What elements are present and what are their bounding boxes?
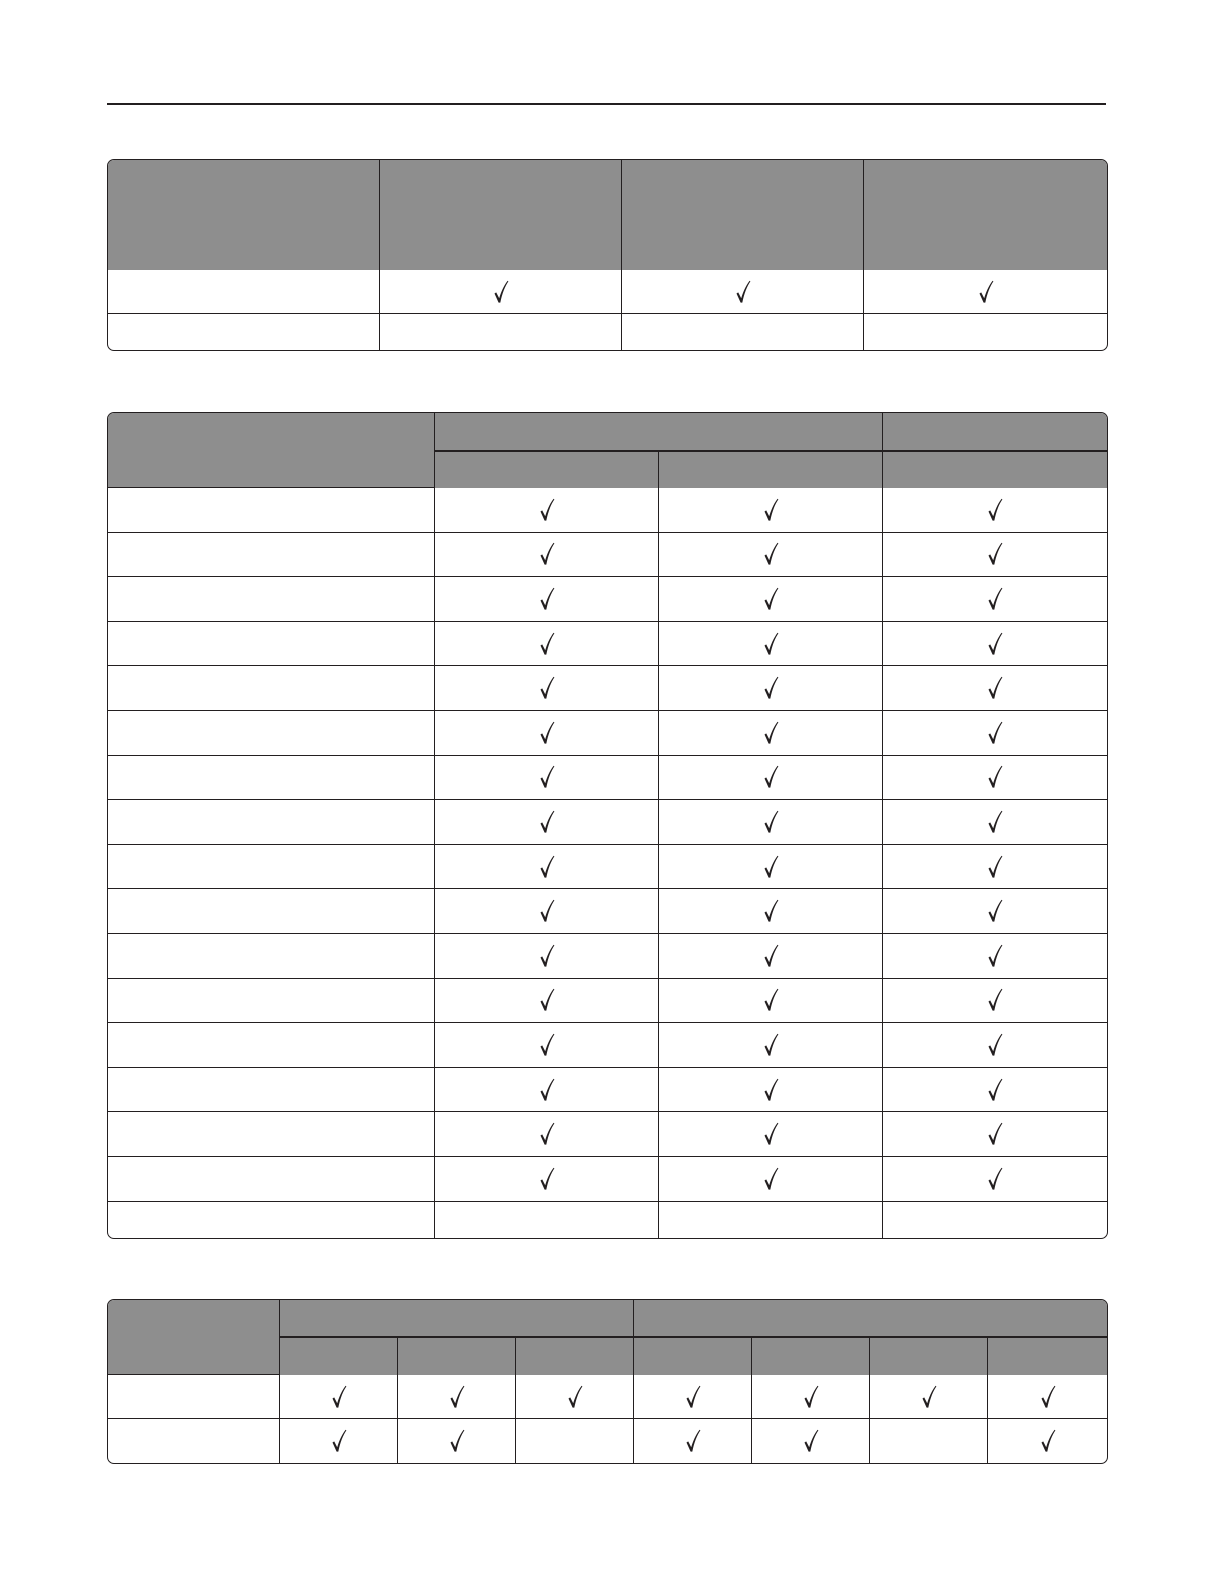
table-row xyxy=(108,1112,1107,1157)
row-label xyxy=(108,934,435,979)
check-mark-icon xyxy=(567,1385,583,1409)
table-cell xyxy=(435,756,659,801)
table-cell xyxy=(659,979,883,1024)
check-mark-icon xyxy=(539,1122,555,1146)
table-cell xyxy=(435,1157,659,1202)
check-mark-icon xyxy=(539,855,555,879)
check-mark-icon xyxy=(763,1167,779,1191)
table-cell xyxy=(435,1112,659,1157)
check-mark-icon xyxy=(921,1385,937,1409)
subheader-cell xyxy=(752,1337,870,1375)
check-mark-icon xyxy=(763,498,779,522)
subheader-cell xyxy=(883,451,1107,488)
table-cell xyxy=(659,1112,883,1157)
check-mark-icon xyxy=(449,1429,465,1453)
table-cell xyxy=(516,1375,634,1419)
table-cell xyxy=(883,934,1107,979)
table-cell xyxy=(883,1202,1107,1238)
check-mark-icon xyxy=(539,676,555,700)
row-label xyxy=(108,845,435,890)
table-cell xyxy=(883,1157,1107,1202)
table-cell xyxy=(883,845,1107,890)
check-mark-icon xyxy=(539,721,555,745)
table-cell xyxy=(435,577,659,622)
table-cell xyxy=(659,622,883,667)
table-cell xyxy=(883,889,1107,934)
check-mark-icon xyxy=(987,1167,1003,1191)
check-mark-icon xyxy=(1040,1429,1056,1453)
check-mark-icon xyxy=(449,1385,465,1409)
check-mark-icon xyxy=(1040,1385,1056,1409)
table-cell xyxy=(516,1419,634,1463)
table-cell xyxy=(988,1419,1107,1463)
table-cell xyxy=(883,1023,1107,1068)
table-cell xyxy=(435,1068,659,1113)
check-mark-icon xyxy=(987,855,1003,879)
check-mark-icon xyxy=(763,721,779,745)
table-cell xyxy=(883,1068,1107,1113)
table-row xyxy=(108,577,1107,622)
table-row xyxy=(108,488,1107,533)
table-cell xyxy=(883,622,1107,667)
support-table-2 xyxy=(107,412,1108,1239)
table-row xyxy=(108,622,1107,667)
table-cell xyxy=(435,845,659,890)
row-label xyxy=(108,1023,435,1068)
table-cell xyxy=(659,1023,883,1068)
table-cell xyxy=(435,800,659,845)
table-cell xyxy=(634,1375,752,1419)
check-mark-icon xyxy=(763,855,779,879)
table-cell xyxy=(883,711,1107,756)
check-mark-icon xyxy=(763,676,779,700)
row-label xyxy=(108,666,435,711)
check-mark-icon xyxy=(987,721,1003,745)
row-label xyxy=(108,533,435,578)
table-row xyxy=(108,1157,1107,1202)
check-mark-icon xyxy=(987,498,1003,522)
header-cell xyxy=(108,1300,280,1375)
table-row xyxy=(108,1023,1107,1068)
table-cell xyxy=(870,1419,988,1463)
table-cell xyxy=(659,1202,883,1238)
header-cell xyxy=(622,160,864,270)
check-mark-icon xyxy=(539,587,555,611)
check-mark-icon xyxy=(987,988,1003,1012)
header-group-cell xyxy=(280,1300,634,1337)
check-mark-icon xyxy=(539,498,555,522)
table-row xyxy=(108,1375,1107,1419)
table-cell xyxy=(398,1375,516,1419)
row-label xyxy=(108,1375,280,1419)
row-label xyxy=(108,270,380,314)
table-cell xyxy=(883,533,1107,578)
check-mark-icon xyxy=(987,944,1003,968)
table-cell xyxy=(883,488,1107,533)
table-cell xyxy=(864,314,1107,350)
check-mark-icon xyxy=(331,1429,347,1453)
row-label xyxy=(108,488,435,533)
check-mark-icon xyxy=(987,1078,1003,1102)
table-cell xyxy=(380,270,622,314)
table-cell xyxy=(659,666,883,711)
subheader-cell xyxy=(634,1337,752,1375)
check-mark-icon xyxy=(763,810,779,834)
check-mark-icon xyxy=(987,587,1003,611)
check-mark-icon xyxy=(539,1033,555,1057)
header-cell xyxy=(108,160,380,270)
subheader-cell xyxy=(516,1337,634,1375)
table-cell xyxy=(883,666,1107,711)
table-cell xyxy=(280,1419,398,1463)
check-mark-icon xyxy=(987,676,1003,700)
check-mark-icon xyxy=(539,1167,555,1191)
row-label xyxy=(108,577,435,622)
table-cell xyxy=(659,533,883,578)
table-cell xyxy=(752,1375,870,1419)
header-group-cell xyxy=(883,413,1107,451)
table-cell xyxy=(883,756,1107,801)
row-label xyxy=(108,314,380,350)
check-mark-icon xyxy=(987,810,1003,834)
table-cell xyxy=(870,1375,988,1419)
table-cell xyxy=(659,934,883,979)
row-label xyxy=(108,1112,435,1157)
table-row xyxy=(108,1419,1107,1463)
table-cell xyxy=(435,666,659,711)
table-row xyxy=(108,979,1107,1024)
check-mark-icon xyxy=(331,1385,347,1409)
check-mark-icon xyxy=(763,988,779,1012)
table-header-row xyxy=(108,1300,1107,1337)
table-row xyxy=(108,934,1107,979)
table-cell xyxy=(435,889,659,934)
row-label xyxy=(108,1157,435,1202)
table-cell xyxy=(864,270,1107,314)
row-label xyxy=(108,889,435,934)
table-cell xyxy=(659,711,883,756)
check-mark-icon xyxy=(987,765,1003,789)
header-cell xyxy=(380,160,622,270)
row-label xyxy=(108,1419,280,1463)
header-group-cell xyxy=(435,413,883,451)
check-mark-icon xyxy=(987,899,1003,923)
check-mark-icon xyxy=(763,1122,779,1146)
table-cell xyxy=(883,577,1107,622)
table-row xyxy=(108,1202,1107,1238)
table-row xyxy=(108,314,1107,350)
check-mark-icon xyxy=(539,1078,555,1102)
check-mark-icon xyxy=(539,899,555,923)
check-mark-icon xyxy=(803,1385,819,1409)
table-cell xyxy=(435,934,659,979)
table-cell xyxy=(280,1375,398,1419)
table-row xyxy=(108,711,1107,756)
check-mark-icon xyxy=(539,988,555,1012)
table-cell xyxy=(659,1157,883,1202)
check-mark-icon xyxy=(763,1033,779,1057)
support-table-3 xyxy=(107,1299,1108,1464)
table-cell xyxy=(380,314,622,350)
table-cell xyxy=(435,533,659,578)
support-table-1 xyxy=(107,159,1108,351)
subheader-cell xyxy=(435,451,659,488)
header-cell xyxy=(864,160,1107,270)
table-cell xyxy=(883,979,1107,1024)
table-row xyxy=(108,889,1107,934)
table-header-row xyxy=(108,160,1107,270)
row-label xyxy=(108,711,435,756)
table-cell xyxy=(622,270,864,314)
check-mark-icon xyxy=(763,899,779,923)
table-cell xyxy=(883,1112,1107,1157)
subheader-cell xyxy=(988,1337,1107,1375)
check-mark-icon xyxy=(763,765,779,789)
check-mark-icon xyxy=(987,1122,1003,1146)
check-mark-icon xyxy=(763,632,779,656)
table-row xyxy=(108,533,1107,578)
table-row xyxy=(108,270,1107,314)
row-label xyxy=(108,622,435,667)
header-group-cell xyxy=(634,1300,1107,1337)
table-cell xyxy=(659,756,883,801)
row-label xyxy=(108,1202,435,1238)
table-cell xyxy=(659,800,883,845)
check-mark-icon xyxy=(763,542,779,566)
check-mark-icon xyxy=(763,1078,779,1102)
check-mark-icon xyxy=(685,1385,701,1409)
check-mark-icon xyxy=(539,944,555,968)
subheader-cell xyxy=(870,1337,988,1375)
table-cell xyxy=(435,622,659,667)
row-label xyxy=(108,756,435,801)
check-mark-icon xyxy=(987,1033,1003,1057)
table-cell xyxy=(659,488,883,533)
check-mark-icon xyxy=(539,632,555,656)
table-cell xyxy=(752,1419,870,1463)
header-rule xyxy=(107,103,1106,105)
check-mark-icon xyxy=(987,542,1003,566)
table-header-row xyxy=(108,413,1107,451)
table-cell xyxy=(435,1023,659,1068)
table-row xyxy=(108,1068,1107,1113)
table-cell xyxy=(398,1419,516,1463)
subheader-cell xyxy=(398,1337,516,1375)
check-mark-icon xyxy=(763,944,779,968)
subheader-cell xyxy=(280,1337,398,1375)
row-label xyxy=(108,979,435,1024)
check-mark-icon xyxy=(978,280,994,304)
table-cell xyxy=(435,711,659,756)
table-row xyxy=(108,845,1107,890)
check-mark-icon xyxy=(539,765,555,789)
table-cell xyxy=(435,979,659,1024)
table-cell xyxy=(988,1375,1107,1419)
check-mark-icon xyxy=(735,280,751,304)
table-cell xyxy=(659,889,883,934)
row-label xyxy=(108,800,435,845)
check-mark-icon xyxy=(803,1429,819,1453)
check-mark-icon xyxy=(987,632,1003,656)
table-cell xyxy=(634,1419,752,1463)
check-mark-icon xyxy=(685,1429,701,1453)
check-mark-icon xyxy=(763,587,779,611)
table-cell xyxy=(659,1068,883,1113)
header-cell xyxy=(108,413,435,488)
subheader-cell xyxy=(659,451,883,488)
table-cell xyxy=(622,314,864,350)
table-row xyxy=(108,666,1107,711)
table-row xyxy=(108,800,1107,845)
table-cell xyxy=(659,845,883,890)
row-label xyxy=(108,1068,435,1113)
check-mark-icon xyxy=(539,810,555,834)
check-mark-icon xyxy=(539,542,555,566)
table-cell xyxy=(883,800,1107,845)
table-cell xyxy=(659,577,883,622)
check-mark-icon xyxy=(493,280,509,304)
table-row xyxy=(108,756,1107,801)
table-cell xyxy=(435,488,659,533)
table-cell xyxy=(435,1202,659,1238)
